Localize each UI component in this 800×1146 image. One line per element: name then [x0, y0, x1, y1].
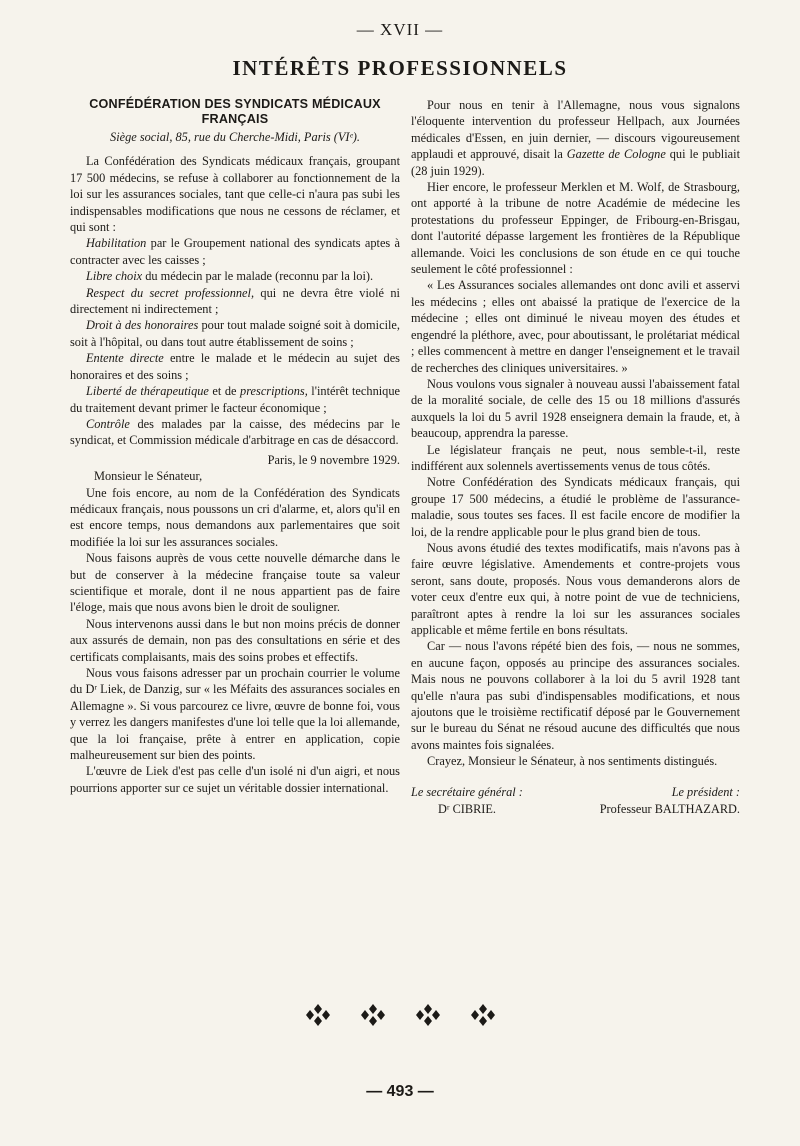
- ornament-icon: [413, 1003, 443, 1027]
- letter-date: Paris, le 9 novembre 1929.: [267, 452, 400, 467]
- paragraph-text: Pour nous en tenir à l'Allemagne, nous vous signalons l'éloquente intervention du professeur Hellpach, aux Journées médicales d'Essen, en juin dernier, — discours vigoureusement applaudi et approuvé, disait la: [411, 98, 740, 162]
- letter-paragraph: Nous avons étudié des textes modificatifs, mais n'avons pas à faire œuvre législative. Amendements et contre-projets vous seront, sans doute, proposés. Nous vous demanderons alors de voter ceux d'entre eux qui, à notre point de vue de techniciens, paraîtront aptes à rendre la loi sur les assurances sociales applicable et même fertile en bons résultats.: [411, 540, 740, 637]
- quotation-paragraph: « Les Assurances sociales allemandes ont donc avili et asservi les médecins ; elles ont abaissé la pratique de l'exercice de la médecine ; elles ont diminué le niveau moyen des études et engendré la pléthore, avec, pour aboutissant, le prolétariat médical ; elles commencent à mettre en danger l'enseignement et le travail de recherches des cliniques universitaires. »: [411, 278, 740, 375]
- demand-item: [70, 416, 400, 449]
- head-office-address: Siège social, 85, rue du Cherche-Midi, Paris (VIᵉ).: [110, 130, 360, 144]
- section-title: INTÉRÊTS PROFESSIONNELS: [232, 56, 568, 80]
- intro-paragraph: La Confédération des Syndicats médicaux français, groupant 17 500 médecins, se refuse à collaborer au fonctionnement de la loi sur les assurances sociales, tant que celle-ci n'aura pas subi les indispensables modifications que nous ne cessons de réclamer, et qui sont :: [70, 154, 400, 235]
- letter-paragraph: Le législateur français ne peut, nous semble-t-il, reste indifférent aux solennels avertissements venus de tous côtés.: [411, 442, 740, 473]
- demand-text: par le Groupement national des syndicats aptes à contracter avec les caisses ;: [70, 236, 400, 267]
- organization-heading: CONFÉDÉRATION DES SYNDICATS MÉDICAUX FRANÇAIS: [89, 97, 381, 126]
- signature-role: Le président :: [671, 784, 740, 799]
- letter-paragraph: Car — nous l'avons répété bien des fois, — nous ne sommes, en aucune façon, opposés au principe des assurances sociales. Mais nous ne pouvons collaborer à la loi du 5 avril 1928 tant qu'elle n'aura pas subi d'indispensables modifications, et nous ajoutons que le troisième rectificatif déposé par le Gouvernement sur le bureau du Sénat ne résoud aucune des difficultés que nous avons maintes fois signalées.: [411, 639, 740, 752]
- demand-term: Contrôle: [86, 416, 130, 431]
- letter-paragraph: Nous faisons auprès de vous cette nouvelle démarche dans le but de conserver à la médecine française toute sa valeur scientifique et morale, dont il ne nous appartient pas de faire l'éloge, mais que nous avons bien le droit de souligner.: [70, 551, 400, 615]
- letter-salutation: Monsieur le Sénateur,: [94, 469, 203, 484]
- signature-secretary: [411, 784, 523, 818]
- letter-paragraph: Notre Confédération des Syndicats médicaux français, qui groupe 17 500 médecins, a étudié le problème de l'assurance-maladie, sous toutes ses faces. Il est facile encore de modifier la loi, de la rendre applicable pour le plus grand bien de tous.: [411, 475, 740, 539]
- paragraph-text: qui le publiait (28 juin 1929).: [411, 147, 741, 178]
- signature-name: Dʳ CIBRIE.: [437, 801, 496, 816]
- signature-name: Professeur BALTHAZARD.: [599, 801, 740, 816]
- demand-term: Libre choix: [86, 269, 143, 284]
- demand-term: Respect du secret professionnel,: [86, 285, 255, 300]
- journal-title: Gazette de Cologne: [566, 147, 666, 162]
- demand-term: Liberté de thérapeutique: [86, 384, 209, 399]
- right-column: [411, 97, 740, 818]
- ornament-icon: [468, 1003, 498, 1027]
- ornament-icon: [303, 1003, 333, 1027]
- demand-text: du médecin par le malade (reconnu par la loi).: [142, 269, 374, 284]
- signatures: [411, 784, 740, 818]
- demand-item: [70, 317, 400, 350]
- letter-paragraph: Hier encore, le professeur Merklen et M. Wolf, de Strasbourg, ont apporté à la tribune de notre Académie de médecine les protestations du professeur Eppinger, de Fribourg-en-Brisgau, dont l'autorité dépasse largement les frontières de la République allemande. Voici les conclusions de son étude en ce qui touche seulement le côté professionnel :: [411, 180, 740, 277]
- demand-item: [70, 235, 400, 268]
- demand-term: prescriptions,: [240, 384, 308, 399]
- letter-paragraph: Nous voulons vous signaler à nouveau aussi l'abaissement fatal de la moralité sociale, de celle des 15 ou 18 millions d'assurés auxquels la loi du 5 avril 1928 enseignera demain la fraude, et, à beaucoup, apprendra la paresse.: [411, 376, 740, 441]
- demand-term: Habilitation: [86, 236, 147, 251]
- demand-item: [70, 285, 400, 318]
- demand-text: et de: [208, 384, 241, 399]
- demand-text: qui ne devra être violé ni directement ni indirectement ;: [70, 285, 400, 317]
- page-roman-numeral: — XVII —: [356, 20, 444, 39]
- demand-text: entre le malade et le médecin au sujet des honoraires et des soins ;: [70, 351, 400, 382]
- ornament-row: [0, 1003, 800, 1027]
- letter-paragraph: Nous intervenons aussi dans le but non moins précis de donner aux assurés de demain, non pas des consultations en série et des certificats complaisants, mais des soins probes et effectifs.: [70, 616, 400, 664]
- demand-item: [70, 383, 400, 416]
- letter-paragraph: [411, 97, 740, 179]
- demand-text: des malades par la caisse, des médecins par le syndicat, et Commission médicale d'arbitrage en cas de désaccord.: [70, 416, 400, 448]
- left-column: [70, 97, 400, 796]
- ornament-icon: [358, 1003, 388, 1027]
- signature-role: Le secrétaire général :: [411, 784, 523, 799]
- demand-item: [70, 268, 400, 284]
- demand-text: l'intérêt technique du traitement devant primer le facteur économique ;: [70, 384, 400, 415]
- demand-text: pour tout malade soigné soit à domicile, soit à l'hôpital, ou dans tout autre établissement de soins ;: [70, 318, 400, 349]
- letter-paragraph: Une fois encore, au nom de la Confédération des Syndicats médicaux français, nous poussons un cri d'alarme, et, alors qu'il en est encore temps, nous demandons aux parlementaires que soit modifiée la loi sur les assurances sociales.: [70, 485, 400, 549]
- signature-president: [600, 784, 740, 818]
- page-number: — 493 —: [366, 1083, 434, 1100]
- letter-paragraph: Nous vous faisons adresser par un prochain courrier le volume du Dʳ Liek, de Danzig, sur « les Méfaits des assurances sociales en Allemagne ». Si vous parcourez ce livre, œuvre de bonne foi, vous y verrez les dangers manifestes d'une loi telle que la loi allemande, que la loi française, prête à entrer en application, copie malheureusement sur bien des points.: [70, 666, 400, 763]
- demand-term: Droit à des honoraires: [86, 318, 199, 333]
- closing-paragraph: Crayez, Monsieur le Sénateur, à nos sentiments distingués.: [427, 754, 718, 769]
- demand-item: [70, 350, 400, 383]
- letter-paragraph: L'œuvre de Liek d'est pas celle d'un isolé ni d'un aigri, et nous pourrions apporter sur ce sujet un véritable dossier international.: [70, 764, 400, 795]
- demand-term: Entente directe: [86, 351, 164, 366]
